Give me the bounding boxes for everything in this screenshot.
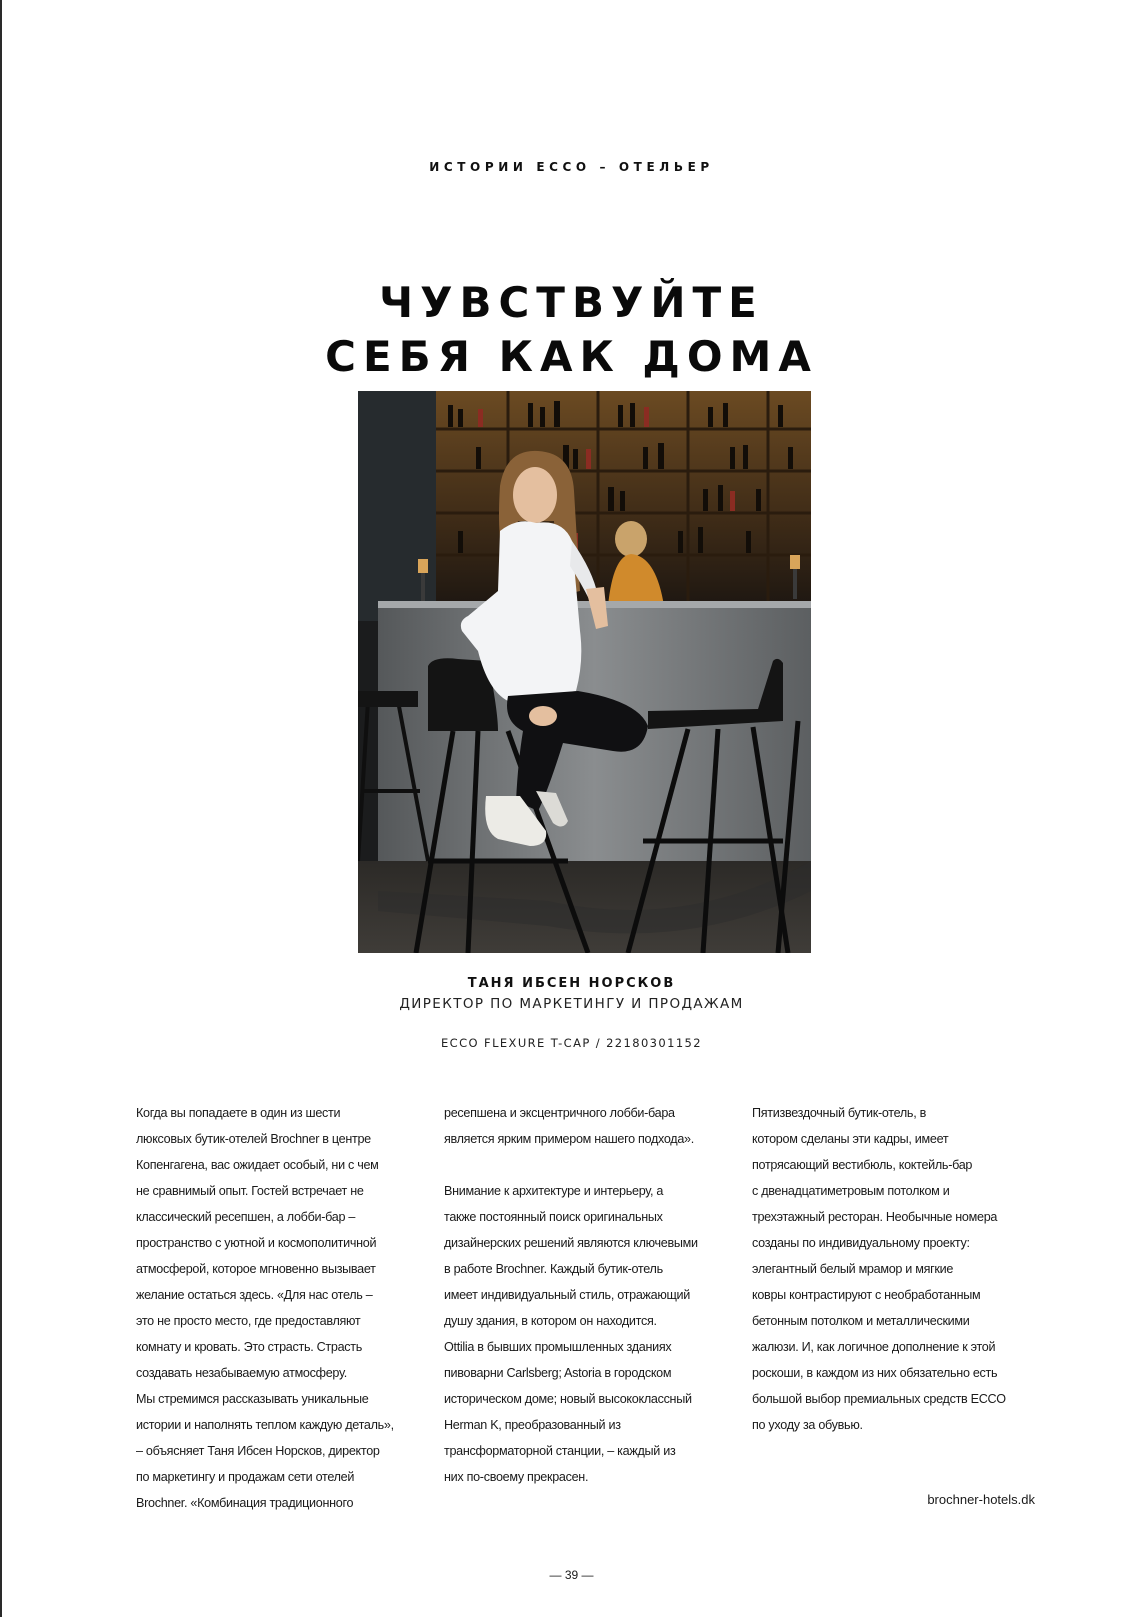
- text-line: по маркетингу и продажам сети отелей: [136, 1470, 355, 1484]
- text-line: не сравнимый опыт. Гостей встречает не: [136, 1184, 364, 1198]
- text-line: созданы по индивидуальному проекту:: [752, 1236, 970, 1250]
- text-line: пивоварни Carlsberg; Astoria в городском: [444, 1366, 672, 1380]
- text-line: элегантный белый мрамор и мягкие: [752, 1262, 954, 1276]
- text-line: также постоянный поиск оригинальных: [444, 1210, 663, 1224]
- text-line: котором сделаны эти кадры, имеет: [752, 1132, 949, 1146]
- article-column-2: [444, 1100, 734, 1490]
- website-link[interactable]: brochner-hotels.dk: [927, 1492, 1035, 1507]
- text-line: люксовых бутик-отелей Brochner в центре: [136, 1132, 371, 1146]
- text-line: дизайнерских решений являются ключевыми: [444, 1236, 698, 1250]
- article-column-1: [136, 1100, 426, 1516]
- text-line: Ottilia в бывших промышленных зданиях: [444, 1340, 672, 1354]
- text-line: роскоши, в каждом из них обязательно есть: [752, 1366, 998, 1380]
- article-paragraph: [136, 1100, 426, 1516]
- text-line: это не просто место, где предоставляют: [136, 1314, 361, 1328]
- portrait-photo-illustration: [358, 391, 811, 953]
- article-column-3: [752, 1100, 1042, 1438]
- text-line: Пятизвездочный бутик-отель, в: [752, 1106, 926, 1120]
- section-kicker: ИСТОРИИ ECCO – ОТЕЛЬЕР: [429, 160, 714, 174]
- paragraph-gap: [444, 1152, 734, 1178]
- text-line: желание остаться здесь. «Для нас отель –: [136, 1288, 373, 1302]
- text-line: Копенгагена, вас ожидает особый, ни с чем: [136, 1158, 379, 1172]
- text-line: ресепшена и эксцентричного лобби-бара: [444, 1106, 675, 1120]
- article-paragraph: [444, 1178, 734, 1490]
- text-line: Мы стремимся рассказывать уникальные: [136, 1392, 369, 1406]
- caption-product-code: ECCO FLEXURE T-CAP / 22180301152: [441, 1036, 702, 1050]
- caption-role: ДИРЕКТОР ПО МАРКЕТИНГУ И ПРОДАЖАМ: [399, 996, 744, 1012]
- text-line: большой выбор премиальных средств ECCO: [752, 1392, 1006, 1406]
- text-line: истории и наполнять теплом каждую деталь»,: [136, 1418, 394, 1432]
- page-title: [0, 276, 1143, 384]
- text-line: классический ресепшен, а лобби-бар –: [136, 1210, 356, 1224]
- text-line: в работе Brochner. Каждый бутик-отель: [444, 1262, 663, 1276]
- text-line: Внимание к архитектуре и интерьеру, а: [444, 1184, 664, 1198]
- text-line: историческом доме; новый высококлассный: [444, 1392, 692, 1406]
- text-line: душу здания, в котором он находится.: [444, 1314, 657, 1328]
- text-line: ковры контрастируют с необработанным: [752, 1288, 981, 1302]
- page-title-line-1: ЧУВСТВУЙТЕ: [379, 278, 764, 327]
- text-line: трансформаторной станции, – каждый из: [444, 1444, 676, 1458]
- text-line: комнату и кровать. Это страсть. Страсть: [136, 1340, 363, 1354]
- text-line: них по-своему прекрасен.: [444, 1470, 589, 1484]
- text-line: является ярким примером нашего подхода».: [444, 1132, 694, 1146]
- text-line: создавать незабываемую атмосферу.: [136, 1366, 347, 1380]
- text-line: пространство с уютной и космополитичной: [136, 1236, 377, 1250]
- text-line: с двенадцатиметровым потолком и: [752, 1184, 950, 1198]
- article-paragraph: [752, 1100, 1042, 1438]
- text-line: атмосферой, которое мгновенно вызывает: [136, 1262, 376, 1276]
- article-paragraph: [444, 1100, 734, 1152]
- text-line: – объясняет Таня Ибсен Норсков, директор: [136, 1444, 380, 1458]
- text-line: потрясающий вестибюль, коктейль-бар: [752, 1158, 973, 1172]
- text-line: бетонным потолком и металлическими: [752, 1314, 970, 1328]
- text-line: Когда вы попадаете в один из шести: [136, 1106, 341, 1120]
- caption-name: ТАНЯ ИБСЕН НОРСКОВ: [467, 976, 676, 991]
- page-number: — 39 —: [549, 1568, 594, 1582]
- text-line: жалюзи. И, как логичное дополнение к этой: [752, 1340, 996, 1354]
- text-line: имеет индивидуальный стиль, отражающий: [444, 1288, 691, 1302]
- portrait-photo: [358, 391, 811, 953]
- text-line: Brochner. «Комбинация традиционного: [136, 1496, 354, 1510]
- text-line: по уходу за обувью.: [752, 1418, 863, 1432]
- page-title-line-2: СЕБЯ КАК ДОМА: [325, 332, 818, 381]
- text-line: Herman K, преобразованный из: [444, 1418, 621, 1432]
- text-line: трехэтажный ресторан. Необычные номера: [752, 1210, 998, 1224]
- page-edge-rule: [0, 0, 2, 1617]
